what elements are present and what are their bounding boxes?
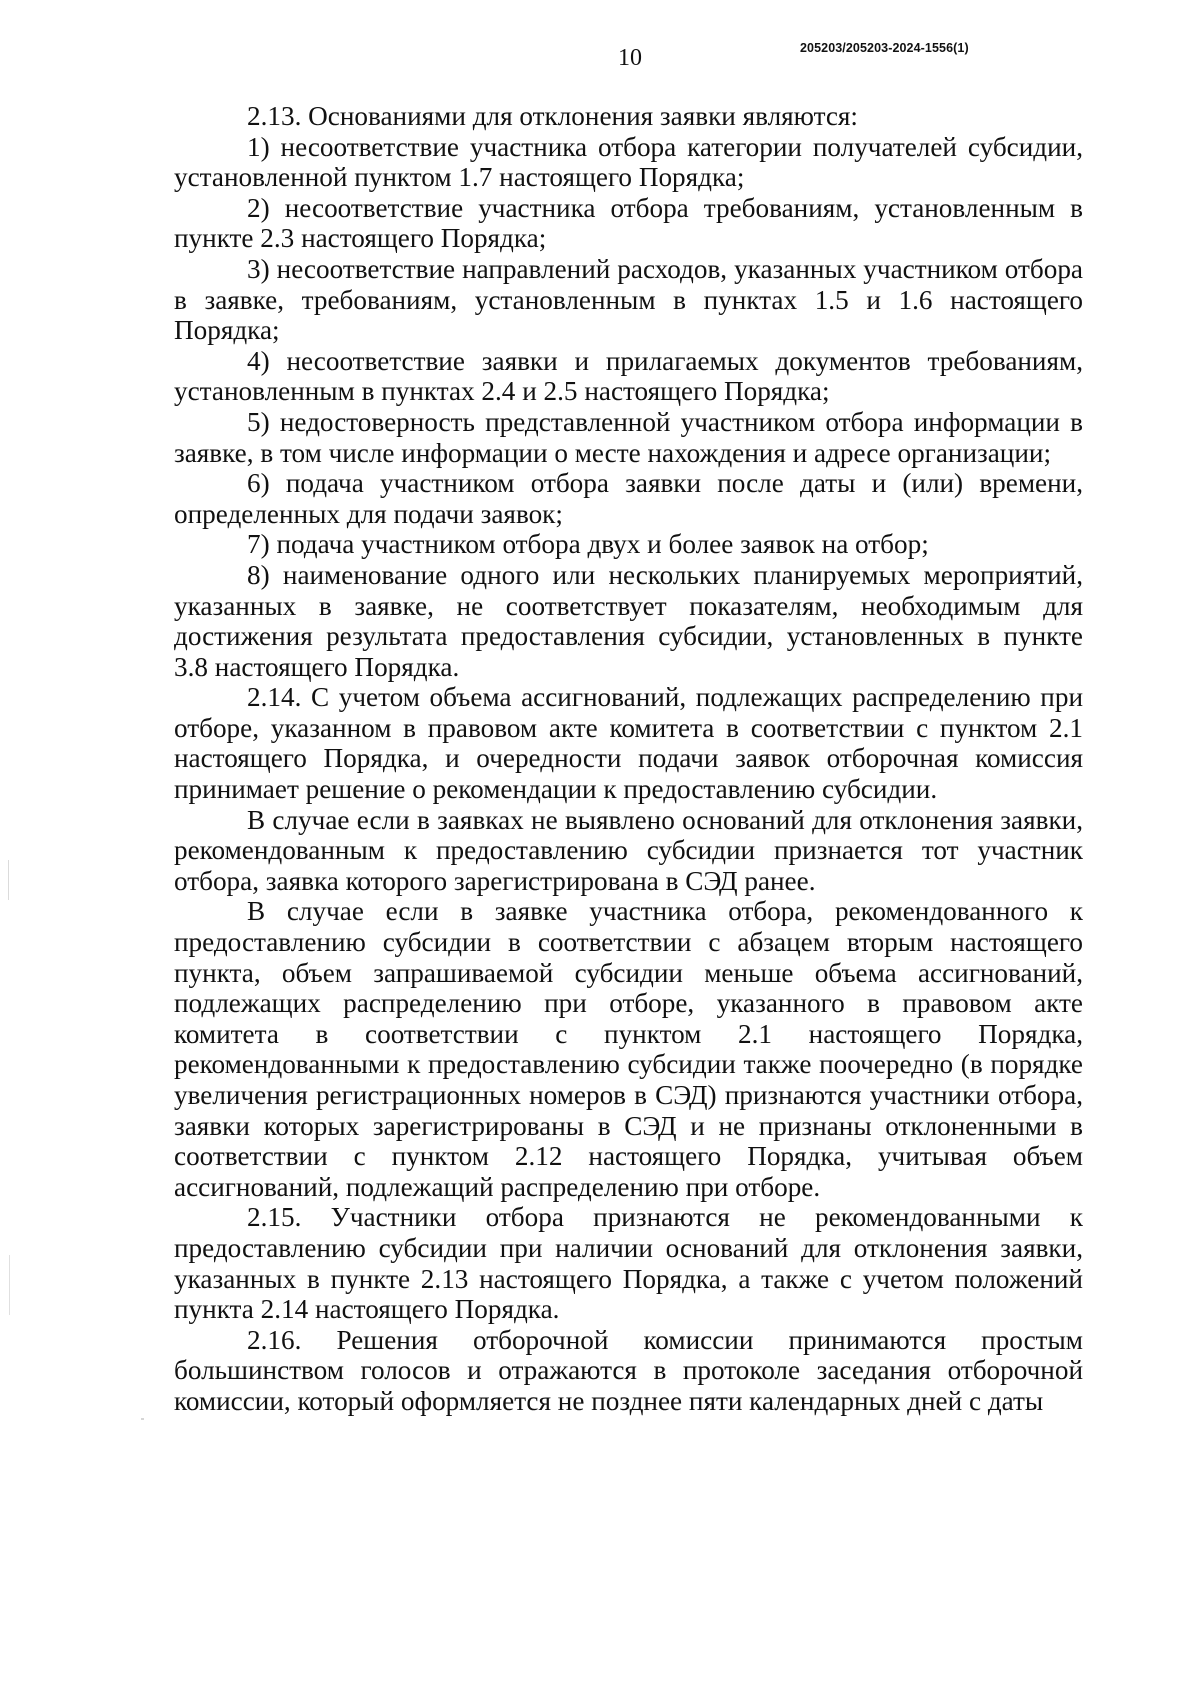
list-item-2: 2) несоответствие участника отбора требованиям, установленным в пункте 2.3 настоящего Порядка; [174,192,1083,254]
scan-mark [8,860,9,900]
page-number: 10 [618,45,642,71]
document-id: 205203/205203-2024-1556(1) [800,41,969,55]
scan-mark [141,1418,144,1420]
list-item-1: 1) несоответствие участника отбора категории получателей субсидии, установленной пунктом 1.7 настоящего Порядка; [174,131,1083,193]
list-item-7: 7) подача участником отбора двух и более заявок на отбор; [247,529,929,560]
paragraph-2-15: 2.15. Участники отбора признаются не рекомендованными к предоставлению субсидии при наличии оснований для отклонения заявки, указанных в пункте 2.13 настоящего Порядка, а также с учетом положений пункта 2.14 настоящего Порядка. [174,1202,1083,1325]
list-item-6: 6) подача участником отбора заявки после даты и (или) времени, определенных для подачи заявок; [174,468,1083,529]
paragraph-2-13-heading: 2.13. Основаниями для отклонения заявки являются: [247,101,858,131]
paragraph-2-14: 2.14. С учетом объема ассигнований, подлежащих распределению при отборе, указанном в правовом акте комитета в соответствии с пунктом 2.1 настоящего Порядка, и очередности подачи заявок отборочная комиссия принимает решение о рекомендации к предоставлению субсидии. [174,682,1083,805]
paragraph-2-16: 2.16. Решения отборочной комиссии принимаются простым большинством голосов и отражаются в протоколе заседания отборочной комиссии, который оформляется не позднее пяти календарных дней с даты [174,1324,1083,1416]
list-item-5: 5) недостоверность представленной участником отбора информации в заявке, в том числе информации о месте нахождения и адресе организации; [174,406,1083,468]
list-item-4: 4) несоответствие заявки и прилагаемых документов требованиям, установленным в пунктах 2.4 и 2.5 настоящего Порядка; [174,345,1083,407]
document-body [174,101,1083,1417]
list-item-8: 8) наименование одного или нескольких планируемых мероприятий, указанных в заявке, не соответствует показателям, необходимым для достижения результата предоставления субсидии, установленных в пункте 3.8 настоящего Порядка. [174,559,1083,682]
paragraph-2-14-third: В случае если в заявке участника отбора, рекомендованного к предоставлению субсидии в соответствии с абзацем вторым настоящего пункта, объем запрашиваемой субсидии меньше объема ассигнований, подлежащих распределению при отборе, указанного в правовом акте комитета в соответствии с пунктом 2.1 настоящего Порядка, рекомендованными к предоставлению субсидии также поочередно (в порядке увеличения регистрационных номеров в СЭД) признаются участники отбора, заявки которых зарегистрированы в СЭД и не признаны отклоненными в соответствии с пунктом 2.12 настоящего Порядка, учитывая объем ассигнований, подлежащий распределению при отборе. [174,896,1083,1202]
list-item-3: 3) несоответствие направлений расходов, указанных участником отбора в заявке, требованиям, установленным в пунктах 1.5 и 1.6 настоящего Порядка; [174,253,1083,346]
scan-mark [9,1255,10,1315]
paragraph-2-14-second: В случае если в заявках не выявлено оснований для отклонения заявки, рекомендованным к предоставлению субсидии признается тот участник отбора, заявка которого зарегистрирована в СЭД ранее. [174,804,1083,896]
